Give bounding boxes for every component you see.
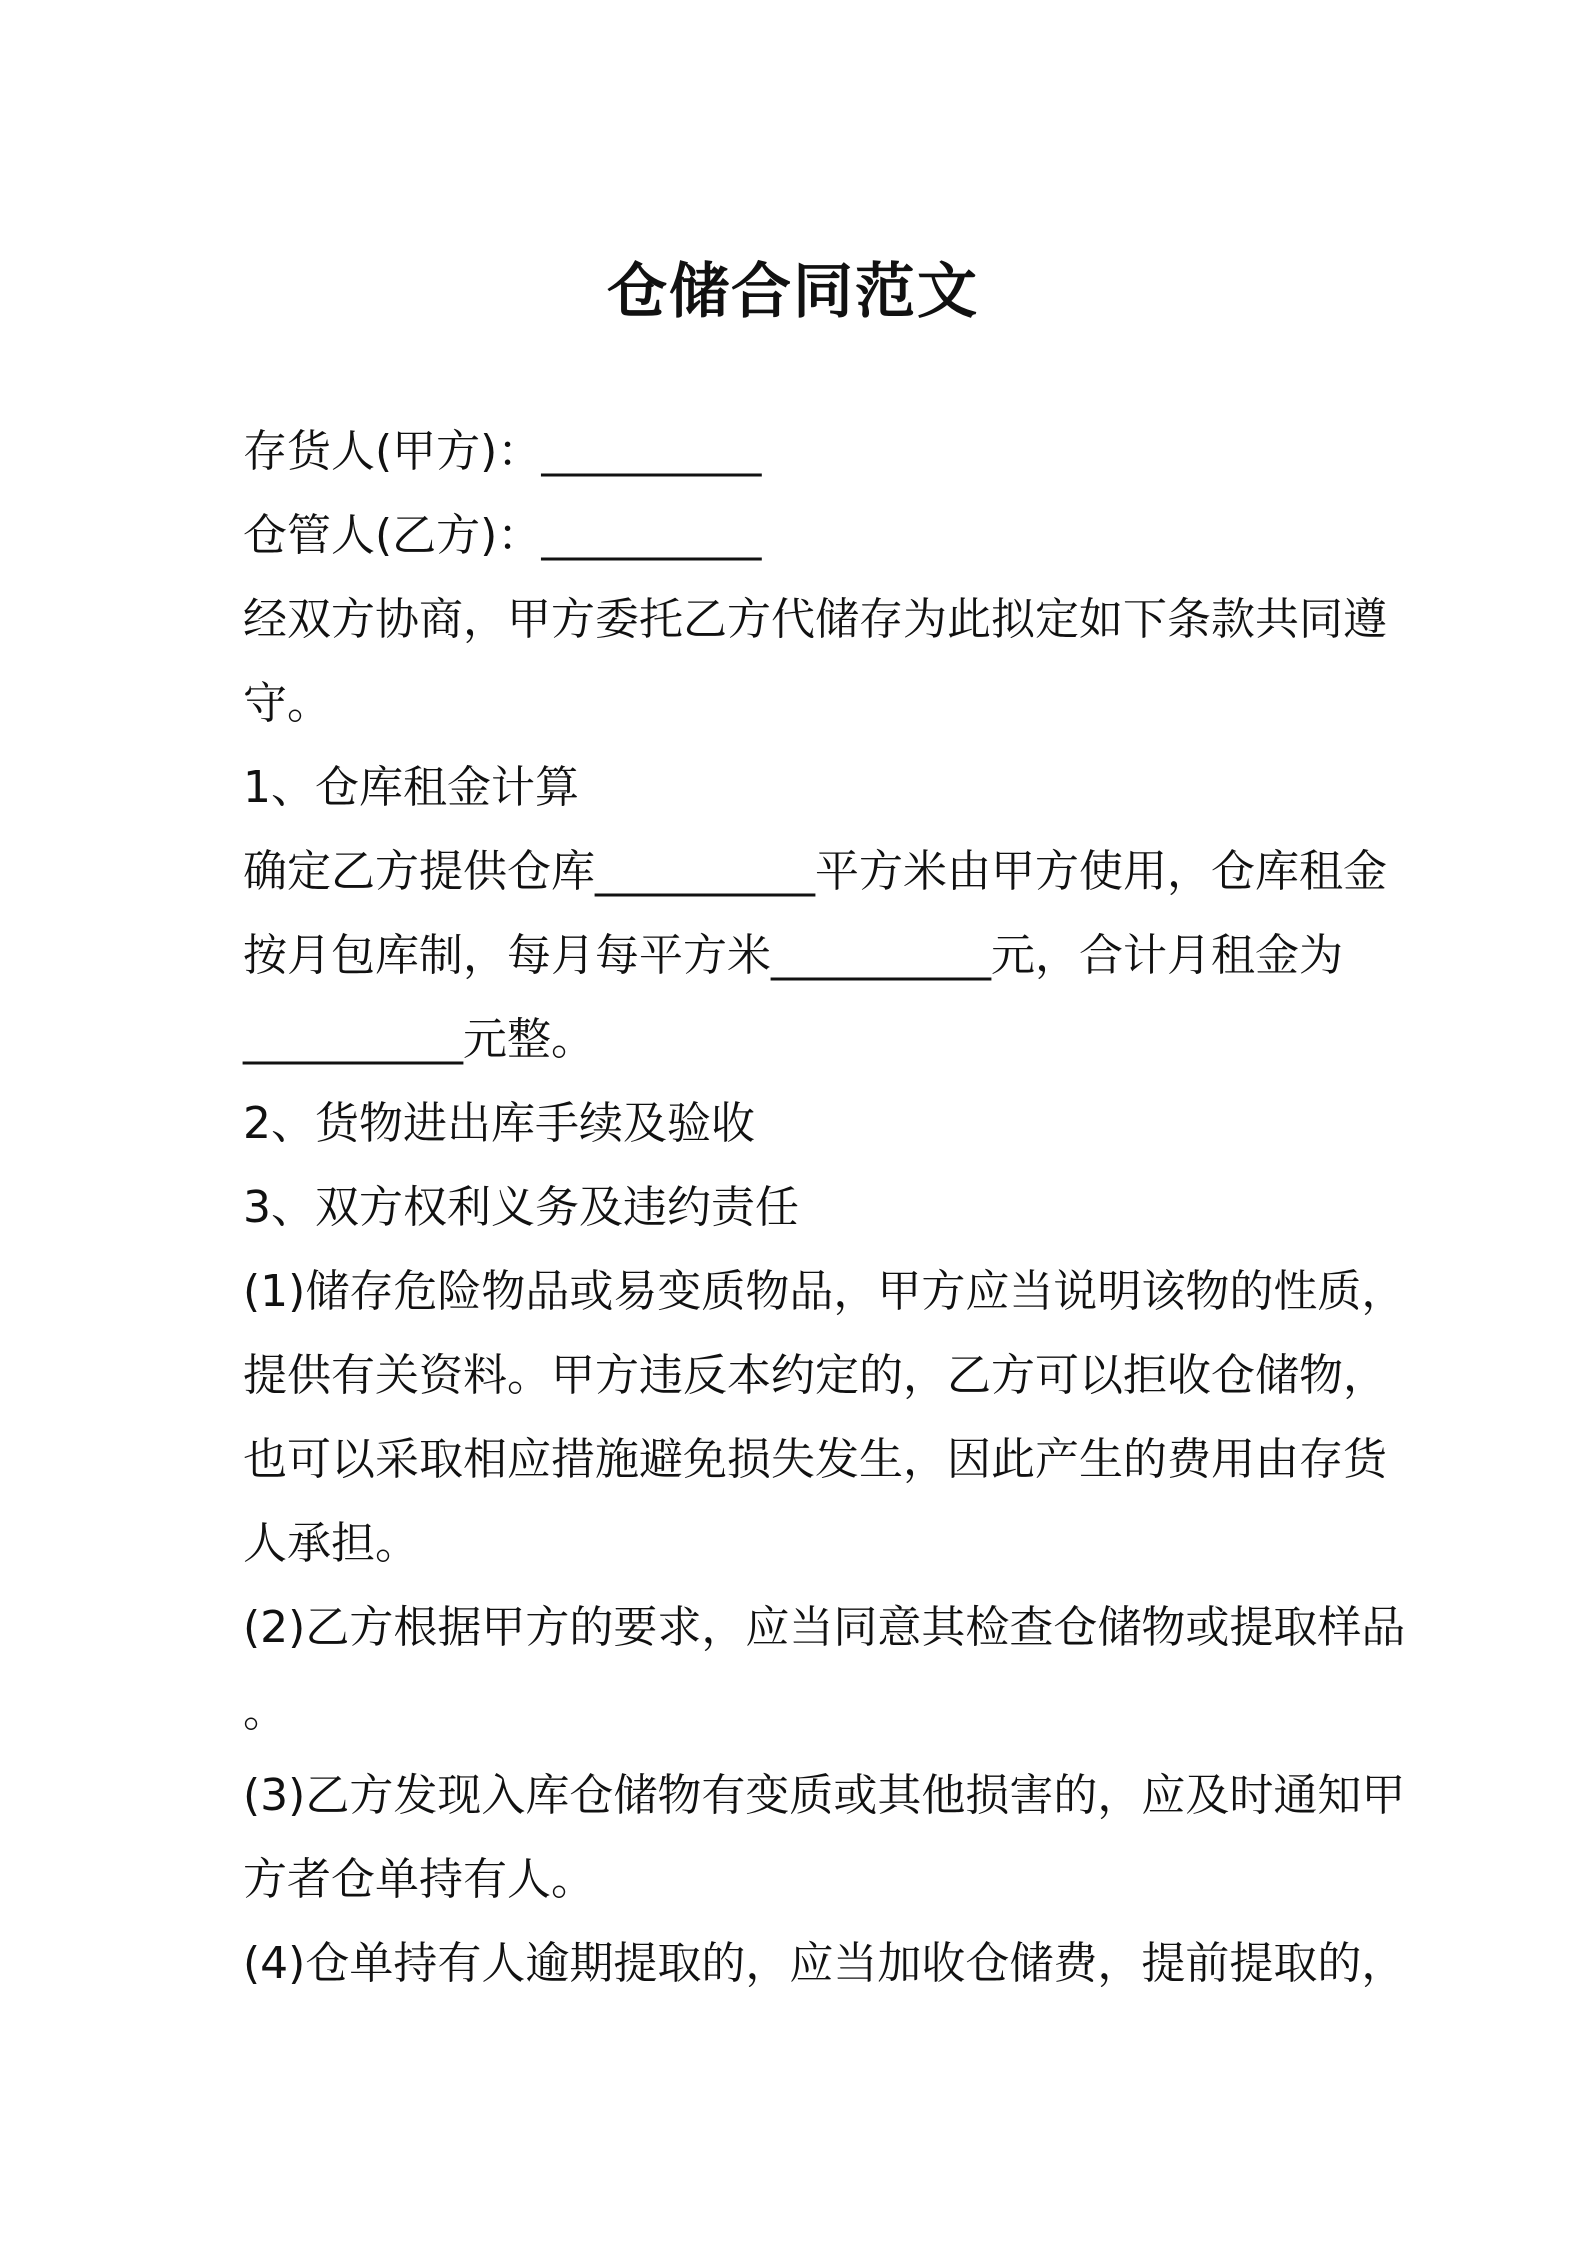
- party-a-line: 存货人(甲方)：__________: [243, 426, 762, 477]
- clause-1-line: 也可以采取相应措施避免损失发生，因此产生的费用由存货: [243, 1434, 1387, 1485]
- intro-line: 经双方协商，甲方委托乙方代储存为此拟定如下条款共同遵: [243, 594, 1387, 645]
- section-heading-3: 3、双方权利义务及违约责任: [243, 1182, 799, 1233]
- clause-4-line: (4)仓单持有人逾期提取的，应当加收仓储费，提前提取的，: [243, 1938, 1406, 1989]
- rent-clause-line: 按月包库制，每月每平方米__________元，合计月租金为: [243, 930, 1343, 981]
- document-title: 仓储合同范文: [607, 257, 979, 327]
- clause-2-line: 。: [243, 1686, 287, 1737]
- section-heading-2: 2、货物进出库手续及验收: [243, 1098, 755, 1149]
- clause-1-line: 提供有关资料。甲方违反本约定的，乙方可以拒收仓储物，: [243, 1350, 1387, 1401]
- clause-1-line: 人承担。: [243, 1518, 419, 1569]
- rent-clause-line: 确定乙方提供仓库__________平方米由甲方使用，仓库租金: [243, 846, 1387, 897]
- clause-3-line: (3)乙方发现入库仓储物有变质或其他损害的，应及时通知甲: [243, 1770, 1406, 1821]
- rent-clause-line: __________元整。: [243, 1014, 595, 1065]
- party-b-line: 仓管人(乙方)：__________: [243, 510, 762, 561]
- section-heading-1: 1、仓库租金计算: [243, 762, 579, 813]
- intro-line-continued: 守。: [243, 678, 331, 729]
- clause-2-line: (2)乙方根据甲方的要求，应当同意其检查仓储物或提取样品: [243, 1602, 1406, 1653]
- clause-1-line: (1)储存危险物品或易变质物品，甲方应当说明该物的性质，: [243, 1266, 1406, 1317]
- document-body: [243, 410, 1406, 2006]
- clause-3-line: 方者仓单持有人。: [243, 1854, 595, 1905]
